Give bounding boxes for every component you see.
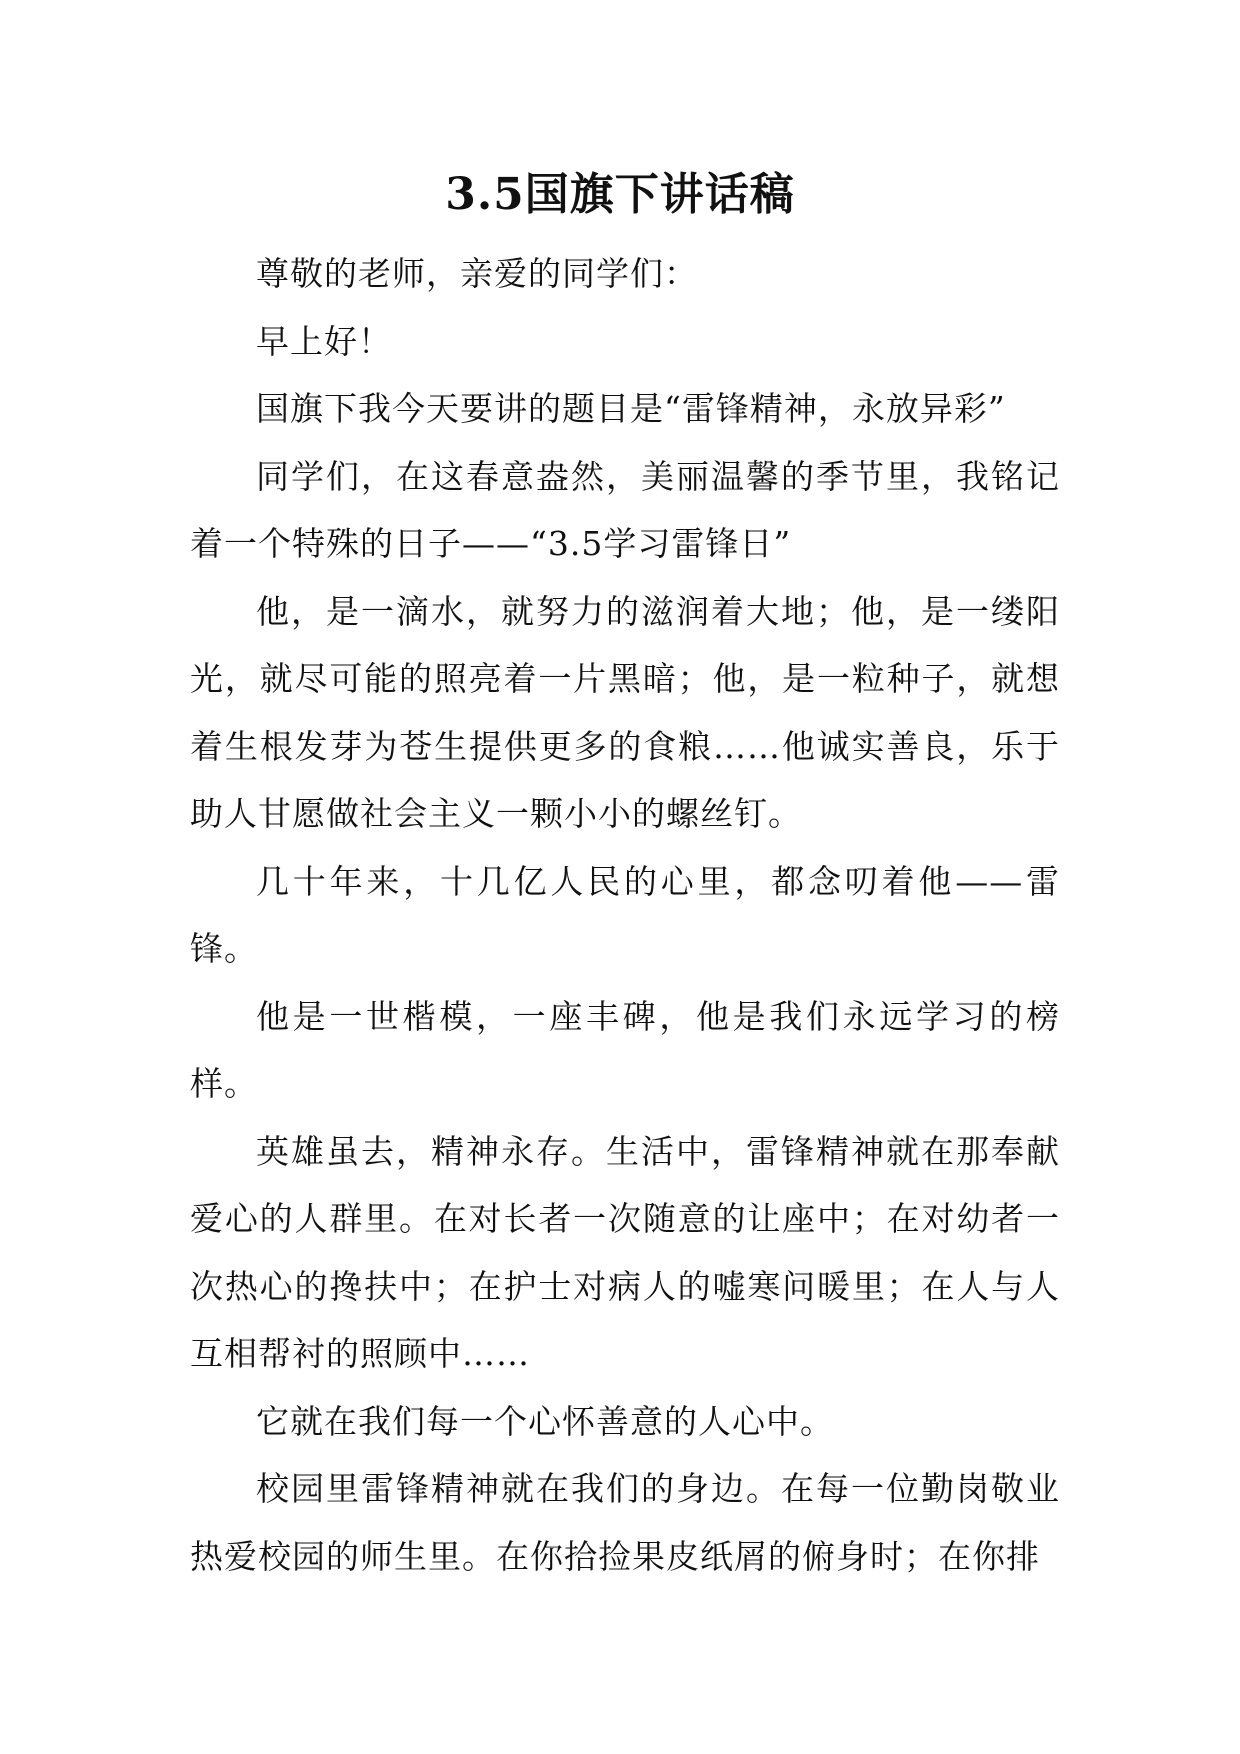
document-body <box>190 240 1060 1590</box>
paragraph-greeting: 尊敬的老师，亲爱的同学们： <box>256 254 698 293</box>
paragraph-role-model: 他是一世楷模，一座丰碑，他是我们永远学习的榜样。 <box>190 996 1060 1103</box>
paragraph-decades: 几十年来，十几亿人民的心里，都念叨着他——雷锋。 <box>190 861 1060 968</box>
paragraph-topic: 国旗下我今天要讲的题目是“雷锋精神，永放异彩” <box>256 389 1006 428</box>
document-title: 3.5国旗下讲话稿 <box>445 169 795 220</box>
paragraph-kind-hearts: 它就在我们每一个心怀善意的人心中。 <box>256 1401 834 1441</box>
paragraph-good-morning: 早上好！ <box>256 321 392 361</box>
paragraph-lei-feng-description: 他，是一滴水，就努力的滋润着大地；他，是一缕阳光，就尽可能的照亮着一片黑暗；他，是一粒种子，就想着生根发芽为苍生提供更多的食粮……他诚实善良，乐于助人甘愿做社会主义一颗小小的螺丝钉。 <box>190 591 1060 833</box>
paragraph-campus: 校园里雷锋精神就在我们的身边。在每一位勤岗敬业热爱校园的师生里。在你拾捡果皮纸屑的俯身时；在你排 <box>190 1469 1060 1576</box>
paragraph-spirit-in-life: 英雄虽去，精神永存。生活中，雷锋精神就在那奉献爱心的人群里。在对长者一次随意的让座中；在对幼者一次热心的搀扶中；在护士对病人的嘘寒问暖里；在人与人互相帮衬的照顾中…… <box>190 1131 1060 1373</box>
paragraph-special-day: 同学们，在这春意盎然，美丽温馨的季节里，我铭记着一个特殊的日子——“3.5学习雷锋日” <box>190 456 1060 563</box>
